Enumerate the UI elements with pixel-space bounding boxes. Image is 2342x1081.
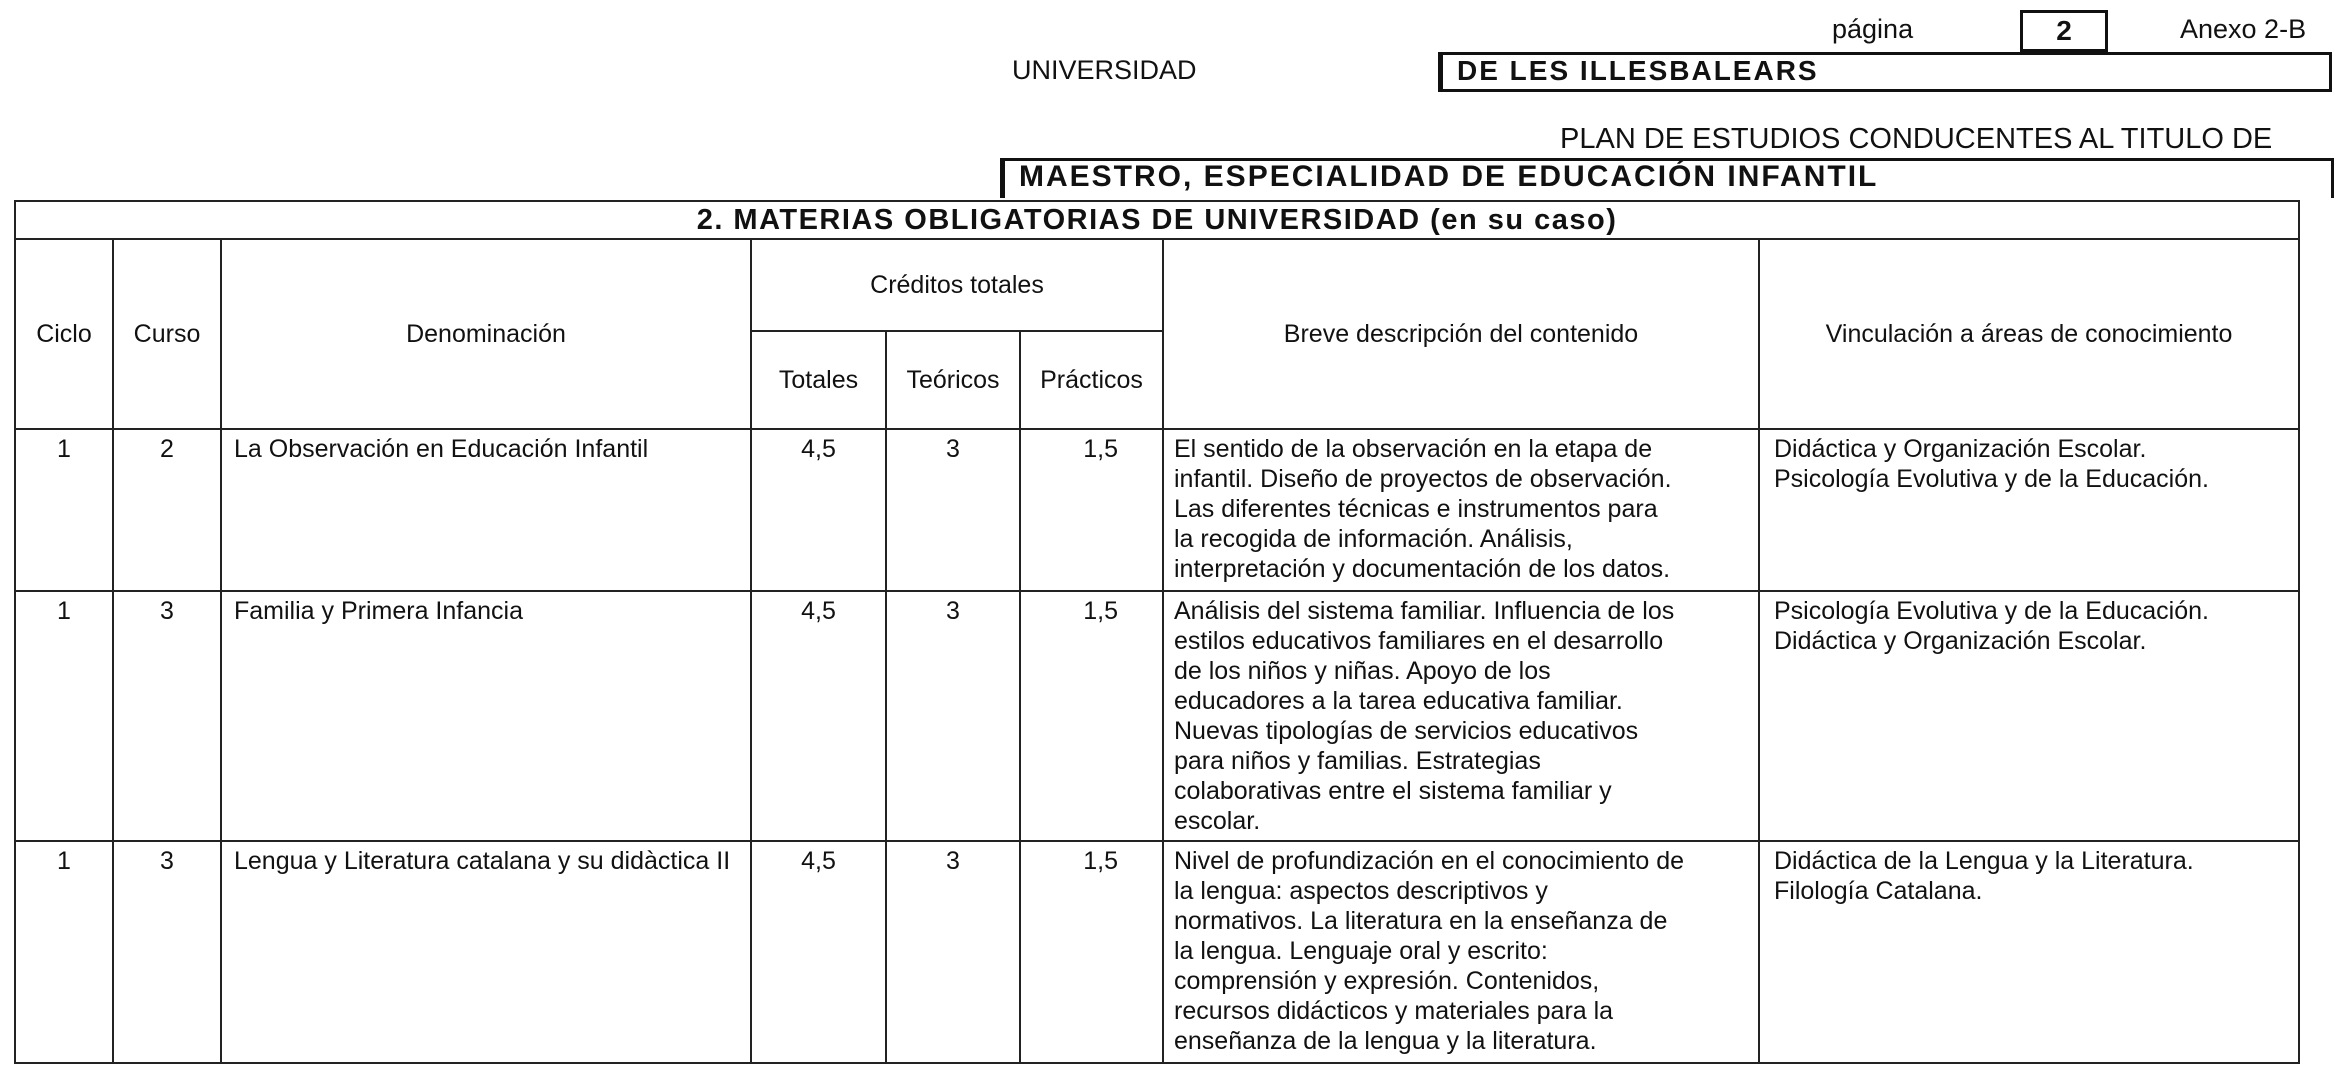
materias-table (14, 200, 2300, 1064)
titulo-box: MAESTRO, ESPECIALIDAD DE EDUCACIÓN INFANTIL (1000, 158, 2334, 198)
descripcion-line: colaborativas entre el sistema familiar y (1174, 777, 1612, 805)
curso-cell: 2 (113, 429, 221, 591)
header-denominacion: Denominación (221, 239, 751, 429)
totales-cell: 4,5 (751, 429, 886, 591)
descripcion-line: la lengua. Lenguaje oral y escrito: (1174, 937, 1548, 965)
header-creditos-totales: Créditos totales (751, 239, 1163, 331)
header-totales: Totales (751, 331, 886, 429)
area-line: Didáctica y Organización Escolar. (1774, 435, 2147, 463)
descripcion-line: la lengua: aspectos descriptivos y (1174, 877, 1548, 905)
area-line: Didáctica y Organización Escolar. (1774, 627, 2147, 655)
practicos-cell: 1,5 (1020, 591, 1163, 841)
descripcion-line: Nuevas tipologías de servicios educativos (1174, 717, 1639, 745)
descripcion-line: enseñanza de la lengua y la literatura. (1174, 1027, 1597, 1055)
area-line: Psicología Evolutiva y de la Educación. (1774, 597, 2209, 625)
vinculacion-cell (1759, 591, 2299, 841)
ciclo-cell: 1 (15, 591, 113, 841)
descripcion-cell (1163, 429, 1759, 591)
header-descripcion: Breve descripción del contenido (1163, 239, 1759, 429)
denominacion-cell: La Observación en Educación Infantil (221, 429, 751, 591)
descripcion-line: Análisis del sistema familiar. Influencia de los (1174, 597, 1675, 625)
curso-cell: 3 (113, 591, 221, 841)
descripcion-line: Nivel de profundización en el conocimiento de (1174, 847, 1685, 875)
pagina-label: página (1832, 14, 1914, 44)
descripcion-line: infantil. Diseño de proyectos de observación. (1174, 465, 1672, 493)
descripcion-line: de los niños y niñas. Apoyo de los (1174, 657, 1551, 685)
teoricos-cell: 3 (886, 841, 1020, 1063)
area-line: Psicología Evolutiva y de la Educación. (1774, 465, 2209, 493)
header-vinculacion: Vinculación a áreas de conocimiento (1759, 239, 2299, 429)
teoricos-cell: 3 (886, 429, 1020, 591)
ciclo-cell: 1 (15, 841, 113, 1063)
vinculacion-cell (1759, 429, 2299, 591)
descripcion-line: Las diferentes técnicas e instrumentos para (1174, 495, 1658, 523)
plan-label: PLAN DE ESTUDIOS CONDUCENTES AL TITULO DE (1560, 123, 2273, 155)
descripcion-line: educadores a la tarea educativa familiar. (1174, 687, 1623, 715)
practicos-cell: 1,5 (1020, 841, 1163, 1063)
descripcion-line: interpretación y documentación de los datos. (1174, 555, 1671, 583)
ciclo-cell: 1 (15, 429, 113, 591)
descripcion-line: recursos didácticos y materiales para la (1174, 997, 1614, 1025)
header-practicos: Prácticos (1020, 331, 1163, 429)
practicos-cell: 1,5 (1020, 429, 1163, 591)
table-title: 2. MATERIAS OBLIGATORIAS DE UNIVERSIDAD (en su caso) (15, 201, 2299, 239)
area-line: Filología Catalana. (1774, 877, 1983, 905)
page-number: 2 (2020, 10, 2108, 52)
descripcion-line: El sentido de la observación en la etapa de (1174, 435, 1653, 463)
descripcion-line: comprensión y expresión. Contenidos, (1174, 967, 1600, 995)
table-row (15, 591, 2299, 841)
vinculacion-cell (1759, 841, 2299, 1063)
universidad-label: UNIVERSIDAD (1012, 55, 1197, 85)
descripcion-line: normativos. La literatura en la enseñanza de (1174, 907, 1668, 935)
teoricos-cell: 3 (886, 591, 1020, 841)
header-ciclo: Ciclo (15, 239, 113, 429)
curso-cell: 3 (113, 841, 221, 1063)
denominacion-cell: Familia y Primera Infancia (221, 591, 751, 841)
descripcion-line: escolar. (1174, 807, 1261, 835)
table-row (15, 429, 2299, 591)
universidad-name: DE LES ILLESBALEARS (1438, 52, 2332, 92)
table-row (15, 841, 2299, 1063)
descripcion-cell (1163, 841, 1759, 1063)
header-teoricos: Teóricos (886, 331, 1020, 429)
totales-cell: 4,5 (751, 591, 886, 841)
descripcion-line: la recogida de información. Análisis, (1174, 525, 1573, 553)
descripcion-cell (1163, 591, 1759, 841)
header-curso: Curso (113, 239, 221, 429)
descripcion-line: para niños y familias. Estrategias (1174, 747, 1541, 775)
area-line: Didáctica de la Lengua y la Literatura. (1774, 847, 2194, 875)
denominacion-cell: Lengua y Literatura catalana y su didàctica II (221, 841, 751, 1063)
descripcion-line: estilos educativos familiares en el desarrollo (1174, 627, 1664, 655)
anexo-label: Anexo 2-B (2180, 14, 2307, 44)
totales-cell: 4,5 (751, 841, 886, 1063)
